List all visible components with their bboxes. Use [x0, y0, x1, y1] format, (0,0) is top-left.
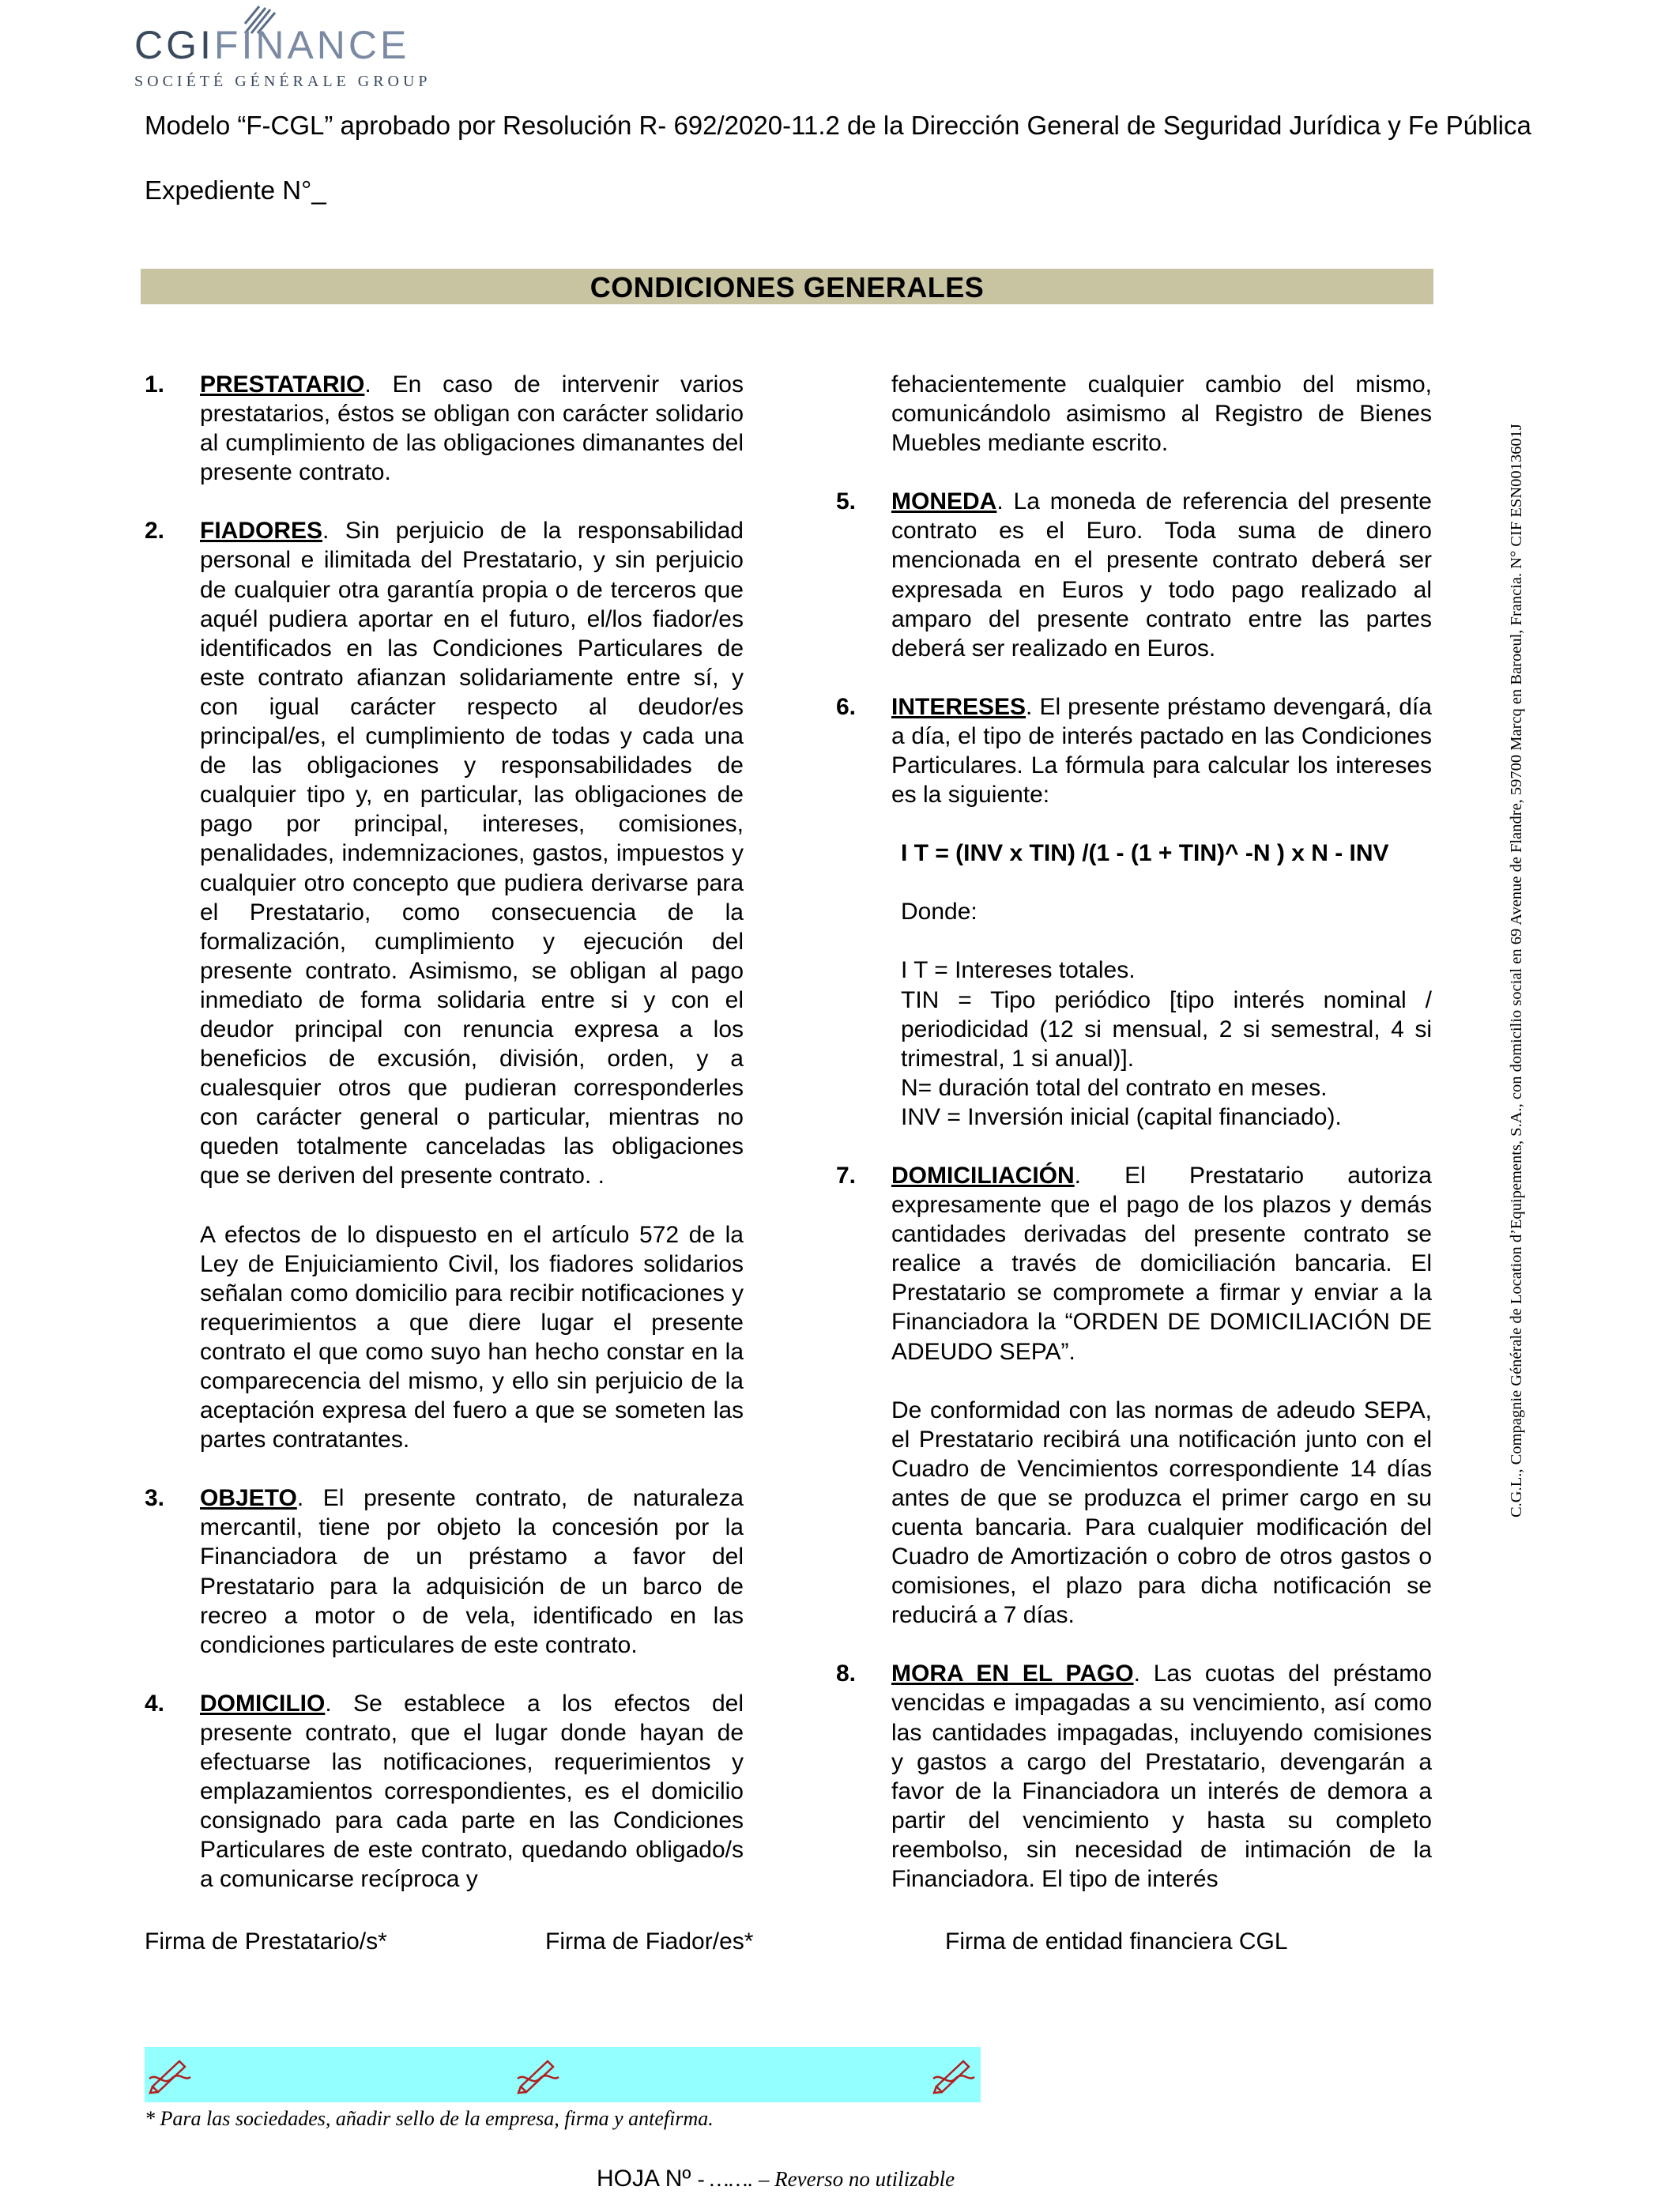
pen-signature-icon [932, 2055, 976, 2098]
formula-definition: I T = Intereses totales. [901, 957, 1136, 984]
clause-text: . El presente contrato, de naturaleza mercantil, tiene por objeto la concesión por la Financiadora de un préstamo a favor del Prestatario para la adquisición de un barco de recreo a motor o de vela, identificado en las condiciones particulares de este contrato. [200, 1485, 744, 1658]
side-legal-text: C.G.L., Compagnie Générale de Location d’Equipements, S.A., con domicilio social en 69 Avenue de Flandre, 59700 Marcq en Baroeul, Francia. N° CIF ESN0013601J [1508, 424, 1525, 1517]
clause-paragraph: De conformidad con las normas de adeudo SEPA, el Prestatario recibirá una notificación junto con el Cuadro de Vencimientos correspondiente 14 días antes de que se produzca el primer cargo en su cuenta bancaria. Para cualquier modificación del Cuadro de Amortización o cobro de otros gastos o comisiones, el plazo para dicha notificación se reducirá a 7 días. [891, 1397, 1432, 1629]
clause-text: . En caso de intervenir varios prestatarios, éstos se obligan con carácter solidario al cumplimiento de las obligaciones dimanantes del presente contrato. [200, 371, 744, 486]
logo-finance: FINANCE [213, 23, 410, 67]
clause-number: 5. [836, 488, 857, 515]
clause-3 [145, 1483, 744, 1660]
signature-label-entidad: Firma de entidad financiera CGL [945, 1928, 1288, 1955]
clause-number: 2. [145, 518, 165, 545]
clause-1 [145, 370, 744, 487]
clause-title: MORA EN EL PAGO [891, 1661, 1134, 1687]
clause-text: . El presente préstamo devengará, día a día, el tipo de interés pactado en las Condiciones Particulares. La fórmula para calcular los intereses es la siguiente: [891, 693, 1432, 809]
clause-7 [836, 1161, 1432, 1630]
clause-text: . El Prestatario autoriza expresamente que el pago de los plazos y demás cantidades derivadas del presente contrato se realice a través de domiciliación bancaria. El Prestatario se compromete a firmar y enviar a la Financiadora la “ORDEN DE DOMICILIACIÓN DE ADEUDO SEPA”. [891, 1162, 1432, 1365]
signature-label-prestatario: Firma de Prestatario/s* [145, 1928, 387, 1955]
clause-title: OBJETO [200, 1485, 297, 1512]
clause-6 [836, 692, 1432, 1132]
clause-text: . Sin perjuicio de la responsabilidad personal e ilimitada del Prestatario, y sin perjuicio de cualquier otra garantía propia o de terceros que aquél pudiera aportar en el futuro, el/los fiador/es identificados en las Condiciones Particulares de este contrato afianzan solidariamente entre sí, y con igual carácter respecto al deudor/es principal/es, el cumplimiento de todas y cada una de las obligaciones y responsabilidades de cualquier tipo y, en particular, las obligaciones de pago por principal, intereses, comisiones, penalidades, indemnizaciones, gastos, impuestos y cualquier otro concepto que pudiera derivarse para el Prestatario, como consecuencia de la formalización, cumplimiento y ejecución del presente contrato. Asimismo, se obligan al pago inmediato de forma solidaria entre si y con el deudor principal con renuncia expresa a los beneficios de excusión, división, orden, y a cualesquier otros que pudieran corresponderles con carácter general o particular, mientras no queden totalmente canceladas las obligaciones que se deriven del presente contrato. . [200, 518, 744, 1189]
hoja-label: HOJA Nº [597, 2166, 691, 2192]
pen-signature-icon [148, 2055, 192, 2098]
pen-signature-icon [516, 2055, 560, 2098]
hoja-rest: - ……. – Reverso no utilizable [697, 2167, 955, 2191]
clause-number: 7. [836, 1162, 857, 1189]
clause-title: INTERESES [891, 693, 1026, 720]
clause-title: DOMICILIO [200, 1690, 326, 1717]
logo-subtitle: SOCIÉTÉ GÉNÉRALE GROUP [134, 73, 431, 90]
clause-title: DOMICILIACIÓN [891, 1162, 1075, 1189]
clause-4-continued [836, 370, 1432, 458]
clause-text: fehacientemente cualquier cambio del mismo, comunicándolo asimismo al Registro de Bienes Muebles mediante escrito. [891, 371, 1432, 457]
clause-2 [145, 516, 744, 1454]
interest-formula: I T = (INV x TIN) /(1 - (1 + TIN)^ -N ) x N - INV [901, 840, 1389, 867]
clause-text: . La moneda de referencia del presente contrato es el Euro. Toda suma de dinero mencionada en el presente contrato deberá ser expresada en Euros y todo pago realizado al amparo del presente contrato entre las partes deberá ser realizado en Euros. [891, 488, 1432, 662]
formula-definition: TIN = Tipo periódico [tipo interés nominal / periodicidad (12 si mensual, 2 si semestral, 4 si trimestral, 1 si anual)]. [901, 986, 1432, 1072]
clause-number: 4. [145, 1690, 165, 1717]
signature-label-fiador: Firma de Fiador/es* [545, 1928, 754, 1955]
clause-4 [145, 1689, 744, 1894]
right-column [836, 370, 1432, 1894]
clause-8 [836, 1659, 1432, 1894]
page-footer [597, 2166, 955, 2192]
clause-title: MONEDA [891, 488, 997, 515]
clause-number: 6. [836, 693, 857, 720]
clause-title: FIADORES [200, 518, 323, 545]
clause-text: . Las cuotas del préstamo vencidas e impagadas a su vencimiento, así como las cantidades impagadas, incluyendo comisiones y gastos a cargo del Prestatario, devengarán a favor de la Financiadora un interés de demora a partir del vencimiento y hasta su completo reembolso, sin necesidad de intimación de la Financiadora. El tipo de interés [891, 1661, 1432, 1893]
formula-definition: N= duración total del contrato en meses. [901, 1074, 1328, 1101]
side-legal-text-container [1503, 324, 1530, 1517]
clause-title: PRESTATARIO [200, 371, 365, 398]
logo [134, 22, 409, 68]
footnote: * Para las sociedades, añadir sello de la empresa, firma y antefirma. [145, 2107, 714, 2130]
left-column [145, 370, 744, 1894]
expediente-number: Expediente N°_ [145, 175, 326, 205]
signature-box[interactable] [145, 2047, 981, 2102]
clause-number: 3. [145, 1485, 165, 1512]
clause-number: 1. [145, 371, 165, 398]
logo-cgi: CGI [134, 23, 214, 67]
clause-5 [836, 487, 1432, 663]
formula-definition: INV = Inversión inicial (capital financiado). [901, 1103, 1342, 1130]
model-approval-line: Modelo “F-CGL” aprobado por Resolución R- 692/2020-11.2 de la Dirección General de Seguridad Jurídica y Fe Pública [145, 111, 1531, 140]
clause-paragraph: A efectos de lo dispuesto en el artículo 572 de la Ley de Enjuiciamiento Civil, los fiadores solidarios señalan como domicilio para recibir notificaciones y requerimientos a que diere lugar el presente contrato el que como suyo han hecho constar en la comparecencia del mismo, y ello sin perjuicio de la aceptación expresa del fuero a que se someten las partes contratantes. [200, 1221, 744, 1453]
clause-number: 8. [836, 1661, 857, 1687]
clause-text: . Se establece a los efectos del presente contrato, que el lugar donde hayan de efectuarse las notificaciones, requerimientos y emplazamientos correspondientes, es el domicilio consignado para cada parte en las Condiciones Particulares de este contrato, quedando obligado/s a comunicarse recíproca y [200, 1690, 744, 1893]
section-banner-title: CONDICIONES GENERALES [141, 269, 1433, 304]
formula-donde: Donde: [901, 899, 977, 925]
